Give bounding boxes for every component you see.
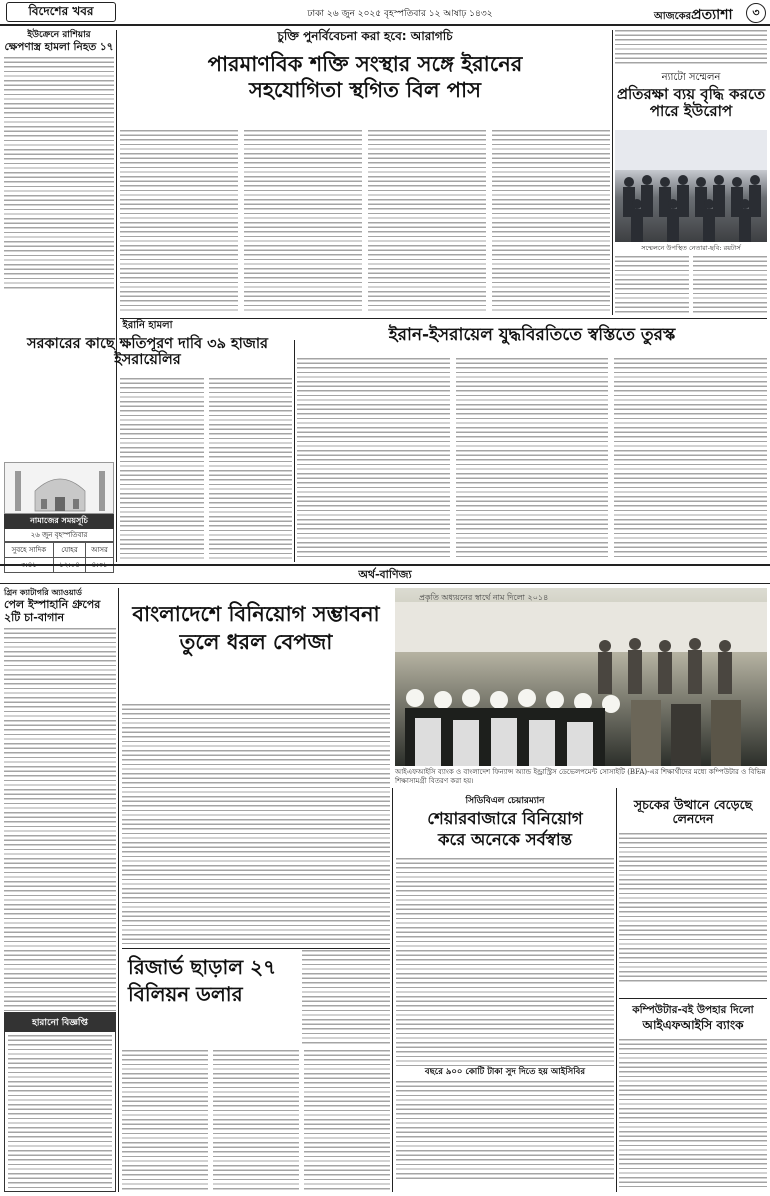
horizontal-rule <box>122 948 390 949</box>
tea-headline: পেল ইস্পাহানি গ্রুপের ২টি চা-বাগান <box>4 598 101 624</box>
ukraine-story <box>4 30 114 302</box>
column-rule <box>612 30 613 315</box>
economy-section-label: অর্থ-বাণিজ্য <box>358 568 412 581</box>
reserve-body <box>122 1050 390 1190</box>
photo-crowd <box>395 588 767 766</box>
tea-story <box>4 588 116 1008</box>
lost-notice-title: হারানো বিজ্ঞপ্তি <box>5 1013 115 1032</box>
cdbl-story <box>396 790 614 1190</box>
cdbl-body-top <box>396 858 614 1066</box>
tea-body <box>4 628 116 1013</box>
lost-notice <box>4 1012 116 1192</box>
prayer-time: ৩:৪১ <box>5 558 54 573</box>
ukraine-body <box>4 57 114 291</box>
cdbl-subhead: বছরে ৯০০ কোটি টাকা সুদ দিতে হয় আইসিবির <box>424 1067 586 1078</box>
cdbl-headline-line-1: শেয়ারবাজারে বিনিয়োগ <box>427 809 583 829</box>
photo-banner-text: প্রকৃতি অধ্যয়নের স্বার্থে নাম দিলো ২০১৪ <box>419 593 549 602</box>
nato-caption: সম্মেলনে উপস্থিত নেতারা-ছবি: রয়টার্স <box>641 244 741 252</box>
bepza-headline-line-2: তুলে ধরল বেপজা <box>179 630 333 655</box>
section-label: বিদেশের খবর <box>6 2 116 22</box>
economy-section-bar <box>0 564 770 584</box>
photo-caption: আইএফআইসি ব্যাংক ও বাংলাদেশ ফিন্যান্স অ্যান্ড ইন্ড্রাস্ট্রিস ডেভেলপমেন্ট সোসাইটি (BFA)-এর শিক্ষার্থীদের মধ্যে কম্পিউটার ও বিভিন্ন শিক্ষাসামগ্রী বিতরণ করা হয়। <box>395 768 766 785</box>
mosque-icon <box>5 463 114 514</box>
reserve-story <box>122 950 390 1192</box>
reserve-headline-line-2: বিলিয়ন ডলার <box>128 982 243 1006</box>
nato-top-body <box>615 30 767 66</box>
index-headline: সূচকের উত্থানে বেড়েছে লেনদেন <box>633 797 753 827</box>
column-rule <box>118 588 119 1192</box>
reserve-headline-line-1: রিজার্ভ ছাড়াল ২৭ <box>128 955 277 979</box>
israel-body <box>120 378 292 560</box>
masthead <box>654 3 733 23</box>
prayer-times <box>4 514 114 569</box>
ific-headline-line-2: আইএফআইসি ব্যাংক <box>642 1018 744 1033</box>
nato-story <box>615 30 767 315</box>
nato-kicker: ন্যাটো সম্মেলন <box>661 72 721 83</box>
column-rule <box>392 788 393 1192</box>
nato-photo-figures <box>615 130 767 242</box>
prayer-time: ১২:০৪ <box>53 558 85 573</box>
mosque-illustration <box>4 462 114 514</box>
israel-headline: সরকারের কাছে ক্ষতিপূরণ দাবি ৩৯ হাজার ইসরায়েলির <box>26 335 269 369</box>
israel-kicker: ইরানি হামলা <box>122 320 173 331</box>
nato-body-left <box>615 256 689 316</box>
cdbl-headline-line-2: করে অনেকে সর্বস্বান্ত <box>438 830 572 850</box>
ific-headline-line-1: কম্পিউটার-বই উপহার দিলো <box>632 1004 754 1016</box>
prayer-title: নামাজের সময়সূচি <box>4 514 114 529</box>
nato-summit-photo <box>615 130 767 242</box>
prayer-header: আসর <box>86 543 114 558</box>
masthead-prefix: আজকের <box>654 11 692 22</box>
bepza-headline-line-1: বাংলাদেশে বিনিয়োগ সম্ভাবনা <box>132 602 380 626</box>
horizontal-rule <box>619 998 767 999</box>
page-number: ৩ <box>746 3 766 23</box>
cdbl-kicker: সিডিবিএল চেয়ারম্যান <box>465 796 545 806</box>
turkey-headline: ইরান-ইসরায়েল যুদ্ধবিরতিতে স্বস্তিতে তুরস্ক <box>388 325 676 345</box>
bepza-body <box>122 704 390 944</box>
iran-body <box>120 130 610 312</box>
ukraine-kicker: ইউক্রেনে রাশিয়ার <box>27 30 91 40</box>
ukraine-headline: ক্ষেপণাস্ত্র হামলা নিহত ১৭ <box>4 41 114 54</box>
cdbl-body-bottom <box>396 1081 614 1181</box>
iran-kicker: চুক্তি পুনর্বিবেচনা করা হবে: আরাগচি <box>277 29 453 43</box>
prayer-header: সুবহে সাদিক <box>5 543 54 558</box>
horizontal-rule <box>120 318 767 319</box>
ifid-event-photo <box>395 588 767 766</box>
prayer-date: ২৬ জুন বৃহস্পতিবার <box>4 529 114 542</box>
index-body <box>619 833 767 983</box>
nato-body-right <box>693 256 767 316</box>
ific-story <box>619 1000 767 1192</box>
column-rule <box>616 788 617 1192</box>
index-story <box>619 790 767 1000</box>
iran-story <box>120 30 610 315</box>
masthead-name: প্রত্যাশা <box>691 7 733 23</box>
page-header <box>0 0 770 26</box>
prayer-header: যোহর <box>53 543 85 558</box>
prayer-time: ৪:৩১ <box>86 558 114 573</box>
nato-headline: প্রতিরক্ষা ব্যয় বৃদ্ধি করতে পারে ইউরোপ <box>616 85 766 121</box>
column-rule <box>294 340 295 562</box>
iran-headline-line-2: সহযোগিতা স্থগিত বিল পাস <box>248 77 482 102</box>
reserve-body-right <box>302 950 390 1046</box>
tea-kicker: গ্রিন ক্যাটাগরি অ্যাওয়ার্ড <box>4 588 82 597</box>
iran-headline-line-1: পারমাণবিক শক্তি সংস্থার সঙ্গে ইরানের <box>207 51 523 76</box>
bepza-story <box>122 588 390 700</box>
ific-body <box>619 1039 767 1187</box>
dateline: ঢাকা ২৬ জুন ২০২৫ বৃহস্পতিবার ১২ আষাঢ় ১৪৩২ <box>307 9 493 19</box>
turkey-story <box>297 320 767 562</box>
turkey-body <box>297 358 767 560</box>
